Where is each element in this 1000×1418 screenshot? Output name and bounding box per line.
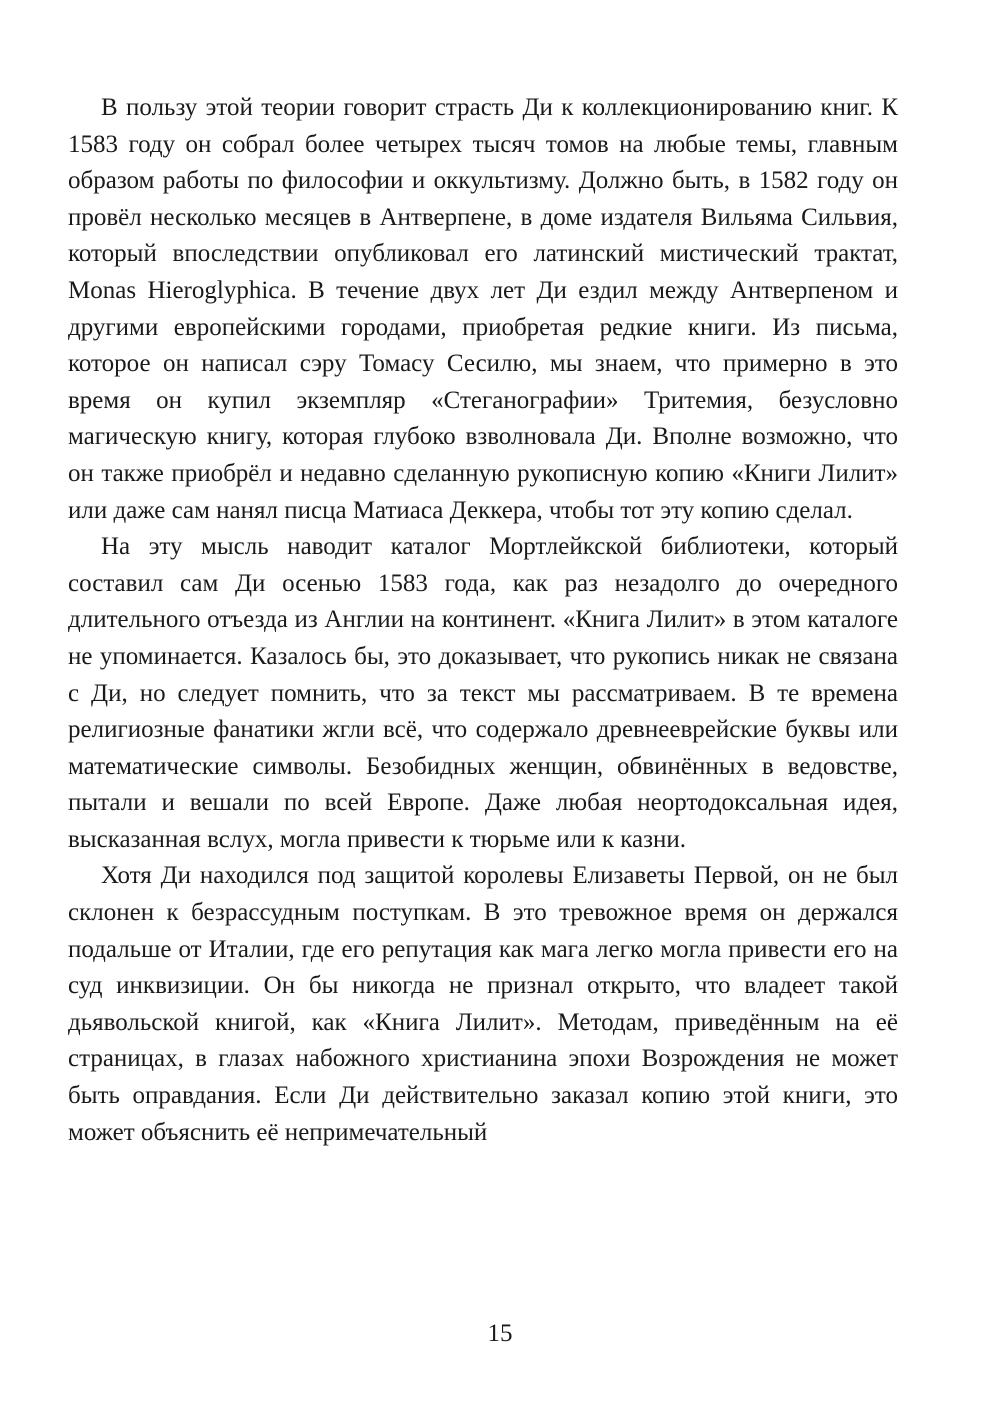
paragraph-3: Хотя Ди находился под защитой королевы Елизаветы Первой, он не был склонен к безрассудным поступкам. В это тревожное время он держался подальше от Италии, где его репутация как мага легко могла привести его на суд инквизиции. Он бы никогда не признал открыто, что владеет такой дьявольской книгой, как «Книга Лилит». Методам, приведённым на её страницах, в глазах набожного христианина эпохи Возрождения не может быть оправдания. Если Ди действительно заказал копию этой книги, это может объяснить её непримечательный [68,862,898,1146]
paragraph-1: В пользу этой теории говорит страсть Ди к коллекционированию книг. К 1583 году он собрал более четырех тысяч томов на любые темы, главным образом работы по философии и оккультизму. Должно быть, в 1582 году он провёл несколько месяцев в Антверпене, в доме издателя Вильяма Сильвия, который впоследствии опубликовал его латинский мистический трактат, Monas Hieroglyphica. В течение двух лет Ди ездил между Антверпеном и другими европейскими городами, приобретая редкие книги. Из письма, которое он написал сэру Томасу Сесилю, мы знаем, что примерно в это время он купил экземпляр «Стеганографии» Тритемия, безусловно магическую книгу, которая глубоко взволновала Ди. Вполне возможно, что он также приобрёл и недавно сделанную рукописную копию «Книги Лилит» или даже сам нанял писца Матиаса Деккера, чтобы тот эту копию сделал. [68,94,898,524]
body-text [68,90,898,1151]
paragraph-2: На эту мысль наводит каталог Мортлейкской библиотеки, который составил сам Ди осенью 1583 года, как раз незадолго до очередного длительного отъезда из Англии на континент. «Книга Лилит» в этом каталоге не упоминается. Казалось бы, это доказывает, что рукопись никак не связана с Ди, но следует помнить, что за текст мы рассматриваем. В те времена религиозные фанатики жгли всё, что содержало древнееврейские буквы или математические символы. Безобидных женщин, обвинённых в ведовстве, пытали и вешали по всей Европе. Даже любая неортодоксальная идея, высказанная вслух, могла привести к тюрьме или к казни. [68,533,898,853]
page-number: 15 [487,1320,513,1347]
